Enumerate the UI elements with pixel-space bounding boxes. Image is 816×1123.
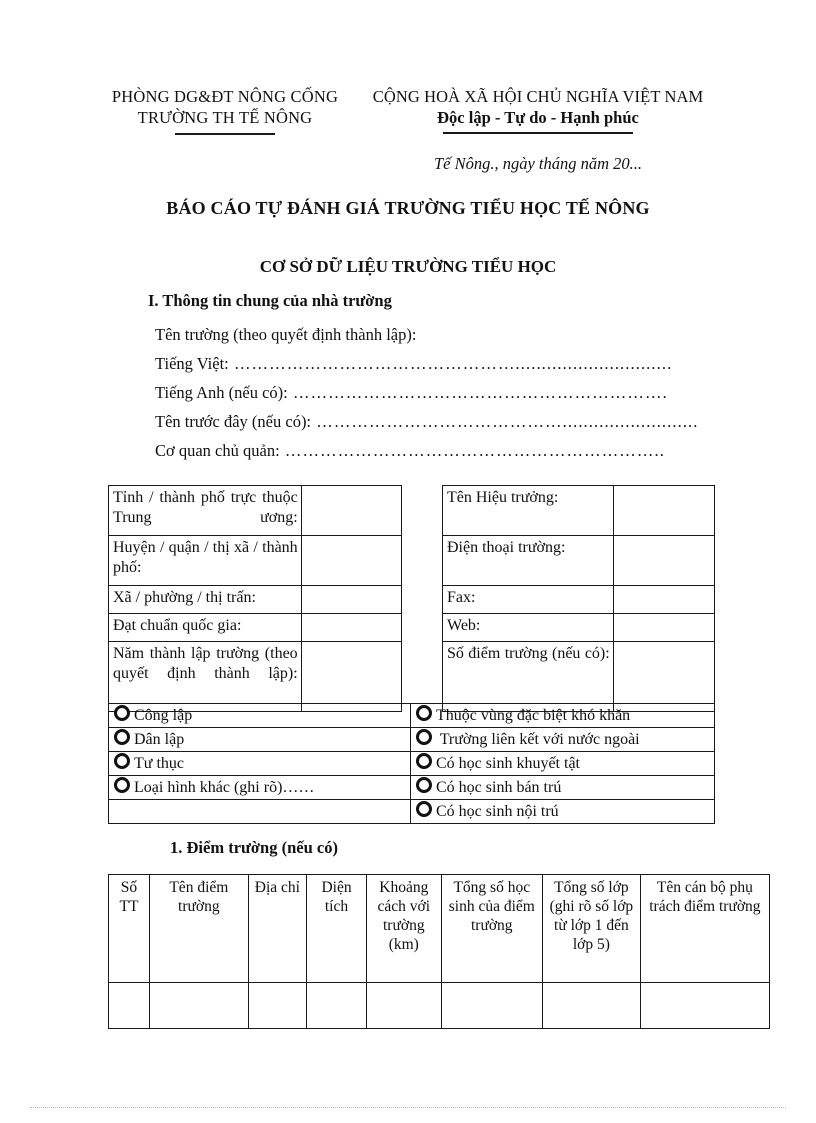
value-cell-principal[interactable] xyxy=(613,486,714,536)
checkbox-cell-people-founded[interactable] xyxy=(109,728,411,752)
field-dots[interactable]: ………………………………………………………. xyxy=(287,383,668,402)
section-heading-1: I. Thông tin chung của nhà trường xyxy=(148,291,392,310)
label-cell-ward: Xã / phường / thị trấn: xyxy=(109,586,302,614)
table-header-row xyxy=(109,875,770,983)
cell-distance[interactable] xyxy=(367,983,442,1029)
cell-address[interactable] xyxy=(248,983,306,1029)
table-row xyxy=(109,728,715,752)
field-dots[interactable]: ………………………………………….............................. xyxy=(228,354,673,373)
label-cell-district: Huyện / quận / thị xã / thành phố: xyxy=(109,536,302,586)
field-label: Tiếng Anh (nếu có): xyxy=(155,383,288,402)
column-header-address: Địa chỉ xyxy=(248,875,306,983)
value-cell-district[interactable] xyxy=(301,536,401,586)
table-row xyxy=(109,983,770,1029)
label-cell-principal: Tên Hiệu trưởng: xyxy=(443,486,614,536)
checkbox-cell-day-boarding[interactable] xyxy=(411,776,715,800)
column-header-number: Số TT xyxy=(109,875,150,983)
field-row xyxy=(155,349,713,378)
value-cell-fax[interactable] xyxy=(613,586,714,614)
table-row xyxy=(109,536,402,586)
column-header-name: Tên điểm trường xyxy=(149,875,248,983)
field-label: Cơ quan chủ quản: xyxy=(155,441,280,460)
checkbox-cell-other-type[interactable] xyxy=(109,776,411,800)
satellite-points-table xyxy=(108,874,770,1029)
checkbox-label: Thuộc vùng đặc biệt khó khăn xyxy=(436,707,631,724)
contact-info-table xyxy=(442,485,715,712)
checkbox-cell-public[interactable] xyxy=(109,704,411,728)
value-cell-province[interactable] xyxy=(301,486,401,536)
field-label: Tiếng Việt: xyxy=(155,354,229,373)
label-cell-national-standard: Đạt chuẩn quốc gia: xyxy=(109,614,302,642)
column-header-distance: Khoảng cách với trường (km) xyxy=(367,875,442,983)
checkbox-label: Có học sinh khuyết tật xyxy=(436,755,580,772)
issuing-office-line2: TRƯỜNG TH TẾ NÔNG xyxy=(137,108,313,127)
school-name-fields xyxy=(155,320,713,465)
checkbox-cell-empty xyxy=(109,800,411,824)
letterhead xyxy=(0,86,816,186)
checkbox-label: Có học sinh nội trú xyxy=(436,803,559,820)
checkbox-cell-disabled-students[interactable] xyxy=(411,752,715,776)
radio-circle-icon[interactable] xyxy=(114,753,130,769)
field-dots[interactable]: ……………………………………………………….. xyxy=(279,441,665,460)
value-cell-national-standard[interactable] xyxy=(301,614,401,642)
label-cell-phone: Điện thoại trường: xyxy=(443,536,614,586)
label-cell-fax: Fax: xyxy=(443,586,614,614)
letterhead-left xyxy=(100,86,350,135)
radio-circle-icon[interactable] xyxy=(416,705,432,721)
cell-students[interactable] xyxy=(441,983,542,1029)
checkbox-cell-private[interactable] xyxy=(109,752,411,776)
checkbox-cell-full-boarding[interactable] xyxy=(411,800,715,824)
checkbox-label: Có học sinh bán trú xyxy=(436,779,562,796)
value-cell-web[interactable] xyxy=(613,614,714,642)
location-info-table xyxy=(108,485,402,712)
label-cell-founding-year: Năm thành lập trường (theo quyết định thành lập): xyxy=(109,642,302,712)
value-cell-ward[interactable] xyxy=(301,586,401,614)
value-cell-satellite-count[interactable] xyxy=(613,642,714,712)
field-row xyxy=(155,378,713,407)
column-header-area: Diện tích xyxy=(307,875,367,983)
cell-number[interactable] xyxy=(109,983,150,1029)
column-header-students: Tổng số học sinh của điểm trường xyxy=(441,875,542,983)
scan-edge-artifact xyxy=(30,1107,786,1109)
value-cell-phone[interactable] xyxy=(613,536,714,586)
table-row xyxy=(443,536,715,586)
checkbox-cell-foreign-partnership[interactable] xyxy=(411,728,715,752)
cell-staff[interactable] xyxy=(640,983,769,1029)
table-row xyxy=(109,486,402,536)
column-header-staff: Tên cán bộ phụ trách điểm trường xyxy=(640,875,769,983)
checkbox-label: Trường liên kết với nước ngoài xyxy=(436,731,640,748)
table-row xyxy=(443,486,715,536)
radio-circle-icon[interactable] xyxy=(114,705,130,721)
radio-circle-icon[interactable] xyxy=(114,777,130,793)
field-row xyxy=(155,320,713,349)
table-row xyxy=(109,752,715,776)
issuing-office-line1: PHÒNG DG&ĐT NÔNG CỐNG xyxy=(111,87,339,106)
letterhead-right xyxy=(352,86,724,134)
radio-circle-icon[interactable] xyxy=(416,753,432,769)
label-cell-web: Web: xyxy=(443,614,614,642)
place-and-date-line: Tế Nông., ngày tháng năm 20... xyxy=(433,154,643,173)
cell-area[interactable] xyxy=(307,983,367,1029)
table-row xyxy=(109,614,402,642)
checkbox-label: Công lập xyxy=(134,707,193,724)
table-row xyxy=(443,614,715,642)
field-label: Tên trước đây (nếu có): xyxy=(155,412,312,431)
radio-circle-icon[interactable] xyxy=(416,777,432,793)
table-row xyxy=(443,642,715,712)
table-row xyxy=(109,642,402,712)
value-cell-founding-year[interactable] xyxy=(301,642,401,712)
field-row xyxy=(155,436,713,465)
page-title: BÁO CÁO TỰ ĐÁNH GIÁ TRƯỜNG TIỂU HỌC TẾ NÔNG xyxy=(166,198,650,218)
field-label: Tên trường (theo quyết định thành lập): xyxy=(155,325,417,344)
label-cell-province: Tỉnh / thành phố trực thuộc Trung ương: xyxy=(109,486,302,536)
checkbox-cell-difficult-area[interactable] xyxy=(411,704,715,728)
table-row xyxy=(443,586,715,614)
national-motto: Độc lập - Tự do - Hạnh phúc xyxy=(437,108,639,127)
table-row xyxy=(109,586,402,614)
page-subtitle: CƠ SỞ DỮ LIỆU TRƯỜNG TIỂU HỌC xyxy=(259,257,557,276)
label-cell-satellite-count: Số điểm trường (nếu có): xyxy=(443,642,614,712)
letterhead-left-rule xyxy=(175,133,275,135)
national-title: CỘNG HOÀ XÃ HỘI CHỦ NGHĨA VIỆT NAM xyxy=(372,87,704,106)
checkbox-label: Tư thục xyxy=(134,755,184,772)
column-header-classes: Tổng số lớp (ghi rõ số lớp từ lớp 1 đến lớp 5) xyxy=(543,875,641,983)
table-row xyxy=(109,776,715,800)
checkbox-label: Loại hình khác (ghi rõ)…… xyxy=(134,779,315,796)
letterhead-right-rule xyxy=(443,132,633,134)
checkbox-label: Dân lập xyxy=(134,731,185,748)
radio-circle-icon[interactable] xyxy=(416,801,432,817)
subsection-heading-1: 1. Điểm trường (nếu có) xyxy=(170,838,338,857)
table-row xyxy=(109,704,715,728)
cell-classes[interactable] xyxy=(543,983,641,1029)
table-row xyxy=(109,800,715,824)
radio-circle-icon[interactable] xyxy=(114,729,130,745)
cell-name[interactable] xyxy=(149,983,248,1029)
radio-circle-icon[interactable] xyxy=(416,729,432,745)
school-type-checkbox-table xyxy=(108,703,715,824)
field-row xyxy=(155,407,713,436)
field-dots[interactable]: …………………………………….......................... xyxy=(311,412,699,431)
